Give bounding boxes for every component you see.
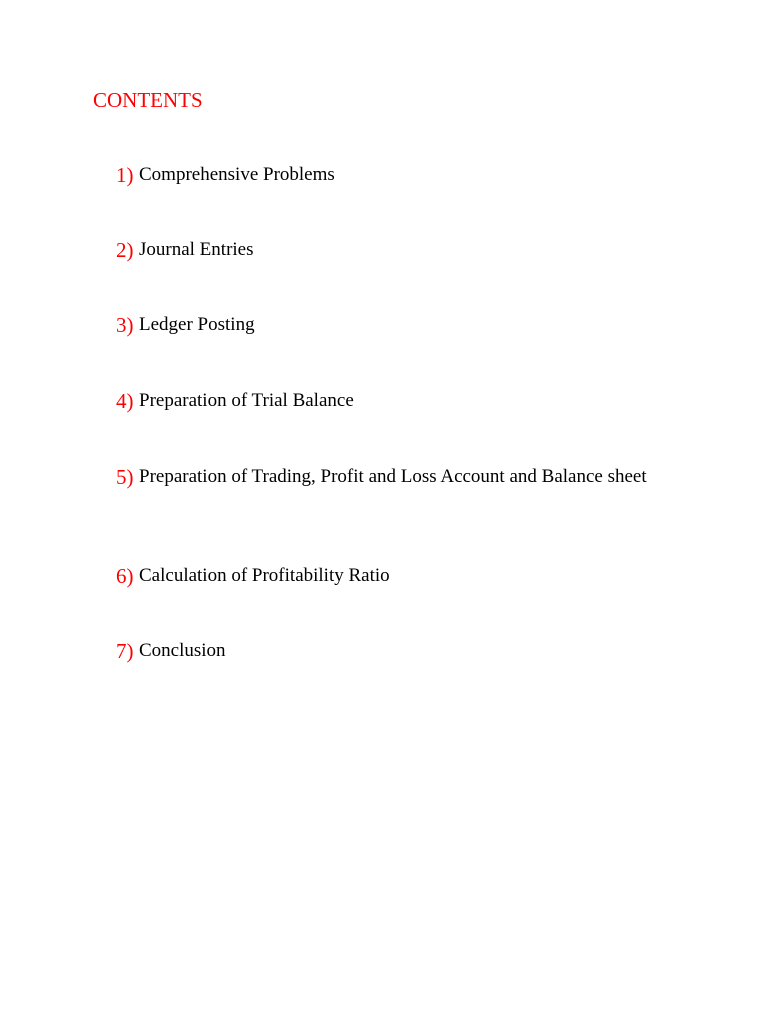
toc-item-2 <box>116 238 676 262</box>
toc-text: Comprehensive Problems <box>139 164 335 185</box>
toc-number: 4) <box>116 389 134 413</box>
contents-heading: CONTENTS <box>93 88 203 112</box>
toc-item-7 <box>116 639 676 663</box>
toc-number: 3) <box>116 313 134 337</box>
toc-number: 1) <box>116 163 134 187</box>
toc-text: Ledger Posting <box>139 314 255 335</box>
toc-text: Preparation of Trading, Profit and Loss Account and Balance sheet <box>139 466 647 487</box>
toc-item-5 <box>116 465 656 489</box>
toc-item-1 <box>116 163 676 187</box>
toc-number: 6) <box>116 564 134 588</box>
toc-text: Journal Entries <box>139 239 254 260</box>
toc-text: Conclusion <box>139 640 226 661</box>
toc-text: Calculation of Profitability Ratio <box>139 565 390 586</box>
toc-number: 5) <box>116 465 134 489</box>
toc-text: Preparation of Trial Balance <box>139 390 354 411</box>
toc-item-3 <box>116 313 676 337</box>
toc-number: 7) <box>116 639 134 663</box>
toc-item-4 <box>116 389 676 413</box>
toc-number: 2) <box>116 238 134 262</box>
toc-item-6 <box>116 564 676 588</box>
